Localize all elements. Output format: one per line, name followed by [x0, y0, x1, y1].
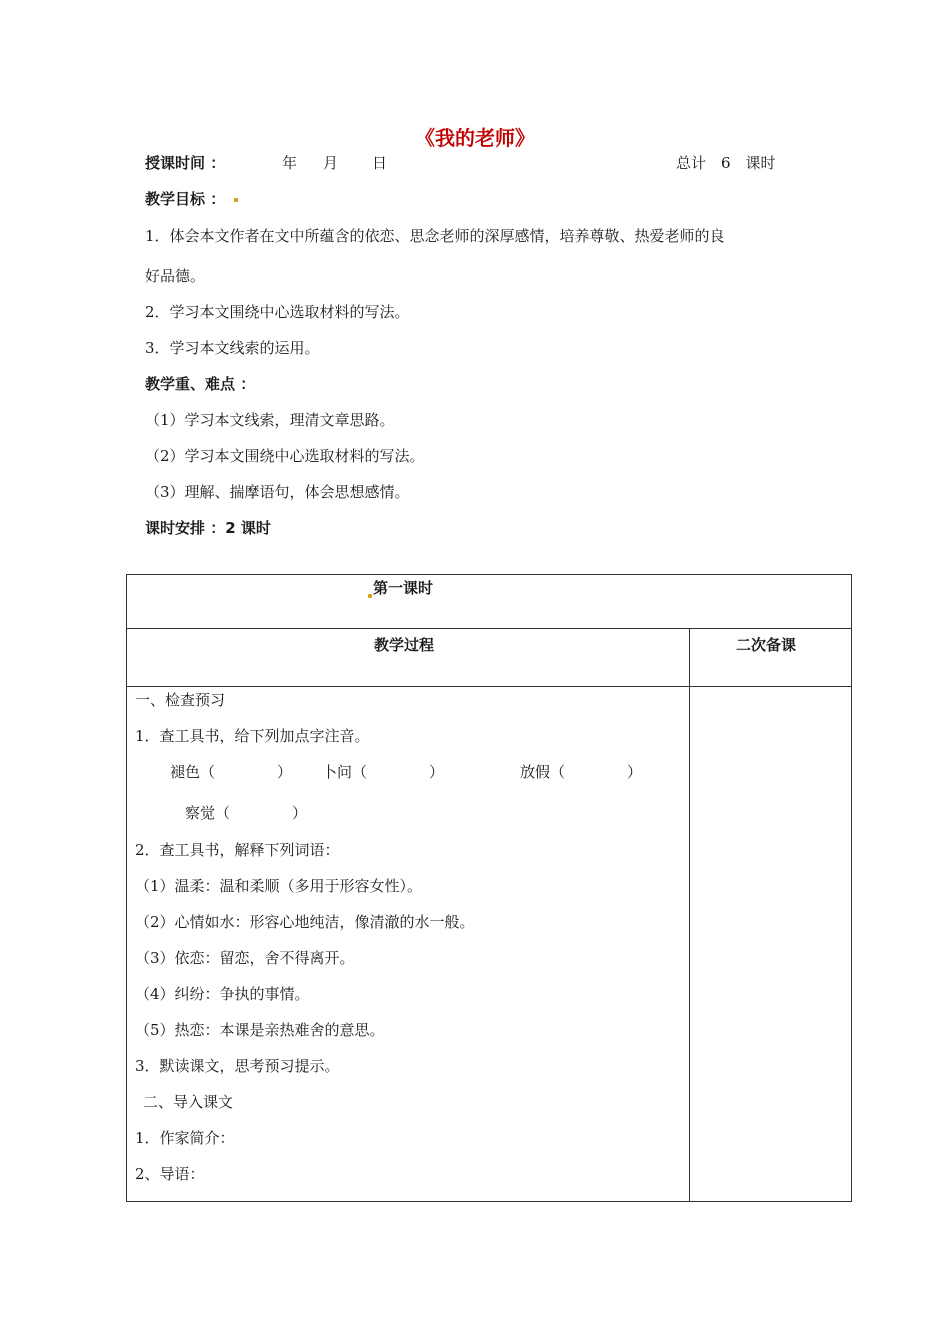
key-point-3: （3）理解、揣摩语句，体会思想感情。: [145, 483, 410, 501]
phonetic-item-1: 褪色（ ）: [170, 763, 293, 781]
objective-1-line2: 好品德。: [145, 267, 206, 285]
table-divider: [126, 628, 851, 629]
table-column-divider: [689, 628, 690, 1201]
col-second-preparation: 二次备课: [736, 636, 797, 654]
task-2: 2．查工具书，解释下列词语：: [135, 841, 340, 859]
phonetic-item-2: 卜问（ ）: [322, 763, 445, 781]
key-point-2: （2）学习本文围绕中心选取材料的写法。: [145, 447, 425, 465]
bullet-dot: [234, 198, 238, 202]
total-hours: 总计 6 课时: [676, 154, 776, 172]
section-intro: 二、导入课文: [143, 1093, 234, 1111]
task-3: 3．默读课文，思考预习提示。: [135, 1057, 340, 1075]
objective-1-line1: 1．体会本文作者在文中所蕴含的依恋、思念老师的深厚感情，培养尊敬、热爱老师的良: [145, 227, 725, 245]
session-label: 第一课时: [368, 577, 433, 598]
intro-author: 1．作家简介：: [135, 1129, 235, 1147]
phonetic-item-3: 放假（ ）: [520, 763, 643, 781]
table-divider: [126, 686, 851, 687]
year-label: 年: [282, 154, 298, 172]
task-1: 1．查工具书，给下列加点字注音。: [135, 727, 370, 745]
key-points-heading: 教学重、难点 ：: [145, 375, 256, 393]
day-label: 日: [372, 154, 388, 172]
section-preview: 一、检查预习: [135, 691, 226, 709]
intro-lead: 2、导语：: [135, 1165, 205, 1183]
objective-2: 2．学习本文围绕中心选取材料的写法。: [145, 303, 410, 321]
objectives-heading: 教学目标 ：: [145, 188, 238, 209]
objective-3: 3．学习本文线索的运用。: [145, 339, 320, 357]
bullet-dot: [368, 594, 372, 598]
definition-3: （3）依恋：留恋，舍不得离开。: [135, 949, 355, 967]
phonetic-item-4: 察觉（ ）: [185, 804, 308, 822]
definition-2: （2）心情如水：形容心地纯洁，像清澈的水一般。: [135, 913, 475, 931]
definition-4: （4）纠纷：争执的事情。: [135, 985, 310, 1003]
definition-1: （1）温柔：温和柔顺（多用于形容女性）。: [135, 877, 423, 895]
month-label: 月: [323, 154, 339, 172]
schedule: 课时安排 ：2 课时: [145, 519, 271, 537]
definition-5: （5）热恋：本课是亲热难舍的意思。: [135, 1021, 385, 1039]
col-teaching-process: 教学过程: [374, 636, 435, 654]
key-point-1: （1）学习本文线索，理清文章思路。: [145, 411, 395, 429]
class-time-label: 授课时间 ：: [145, 154, 226, 172]
document-title: 《我的老师》: [415, 126, 535, 150]
